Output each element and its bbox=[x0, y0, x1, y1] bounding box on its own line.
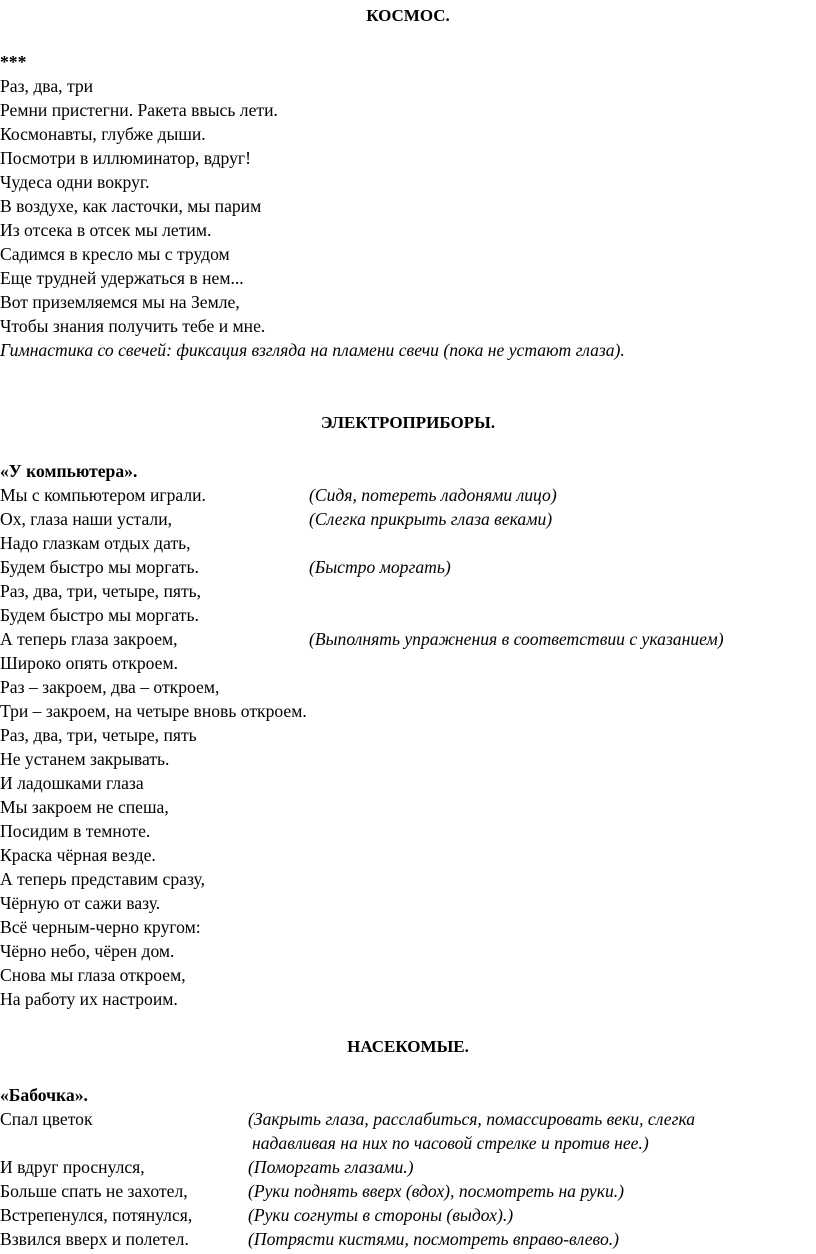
poem-line: Взвился вверх и полетел. bbox=[0, 1229, 189, 1249]
exercise-note: (Поморгать глазами.) bbox=[248, 1157, 414, 1177]
poem-line: Чтобы знания получить тебе и мне. bbox=[0, 316, 266, 336]
poem-line: Всё черным-черно кругом: bbox=[0, 917, 201, 937]
poem-line: Встрепенулся, потянулся, bbox=[0, 1205, 193, 1225]
exercise-note: (Сидя, потереть ладонями лицо) bbox=[309, 485, 557, 505]
poem-line: Будем быстро мы моргать. bbox=[0, 605, 199, 625]
exercise-title: «Бабочка». bbox=[0, 1085, 88, 1105]
poem-line: А теперь глаза закроем, bbox=[0, 629, 178, 649]
gymnastics-instruction: Гимнастика со свечей: фиксация взгляда на пламени свечи (пока не устают глаза). bbox=[0, 340, 625, 360]
exercise-note: (Потрясти кистями, посмотреть вправо-влево.) bbox=[248, 1229, 619, 1249]
poem-line: Спал цветок bbox=[0, 1109, 93, 1129]
poem-line: Садимся в кресло мы с трудом bbox=[0, 244, 230, 264]
poem-line: На работу их настроим. bbox=[0, 989, 178, 1009]
poem-line: Три – закроем, на четыре вновь откроем. bbox=[0, 701, 307, 721]
poem-line: Чёрную от сажи вазу. bbox=[0, 893, 161, 913]
poem-line: Мы с компьютером играли. bbox=[0, 485, 206, 505]
poem-line: Посидим в темноте. bbox=[0, 821, 151, 841]
exercise-note: (Руки поднять вверх (вдох), посмотреть на руки.) bbox=[248, 1181, 625, 1201]
poem-line: И ладошками глаза bbox=[0, 773, 144, 793]
stars-separator: *** bbox=[0, 52, 27, 72]
exercise-note: (Руки согнуты в стороны (выдох).) bbox=[248, 1205, 514, 1225]
poem-line: Надо глазкам отдых дать, bbox=[0, 533, 191, 553]
exercise-note: (Закрыть глаза, расслабиться, помассировать веки, слегка bbox=[248, 1109, 696, 1129]
section-title-kosmos: КОСМОС. bbox=[366, 6, 450, 25]
poem-line: Мы закроем не спеша, bbox=[0, 797, 169, 817]
poem-line: Больше спать не захотел, bbox=[0, 1181, 188, 1201]
poem-line: Снова мы глаза откроем, bbox=[0, 965, 186, 985]
poem-line: Посмотри в иллюминатор, вдруг! bbox=[0, 148, 251, 168]
exercise-note: надавливая на них по часовой стрелке и против нее.) bbox=[252, 1133, 649, 1153]
poem-line: Вот приземляемся мы на Земле, bbox=[0, 292, 240, 312]
poem-line: Не устанем закрывать. bbox=[0, 749, 170, 769]
poem-line: Раз, два, три, четыре, пять, bbox=[0, 581, 202, 601]
poem-line: Еще трудней удержаться в нем... bbox=[0, 268, 244, 288]
poem-line: Чёрно небо, чёрен дом. bbox=[0, 941, 175, 961]
exercise-title: «У компьютера». bbox=[0, 461, 138, 481]
poem-line: А теперь представим сразу, bbox=[0, 869, 205, 889]
poem-line: И вдруг проснулся, bbox=[0, 1157, 145, 1177]
poem-line: Ох, глаза наши устали, bbox=[0, 509, 173, 529]
exercise-note: (Быстро моргать) bbox=[309, 557, 451, 577]
poem-line: Краска чёрная везде. bbox=[0, 845, 156, 865]
poem-line: Будем быстро мы моргать. bbox=[0, 557, 199, 577]
poem-line: В воздухе, как ласточки, мы парим bbox=[0, 196, 262, 216]
section-title-nasekomye: НАСЕКОМЫЕ. bbox=[347, 1037, 469, 1056]
poem-line: Раз – закроем, два – откроем, bbox=[0, 677, 220, 697]
poem-line: Ремни пристегни. Ракета ввысь лети. bbox=[0, 100, 278, 120]
poem-line: Широко опять откроем. bbox=[0, 653, 178, 673]
poem-line: Раз, два, три, четыре, пять bbox=[0, 725, 197, 745]
exercise-note: (Слегка прикрыть глаза веками) bbox=[309, 509, 553, 529]
exercise-note: (Выполнять упражнения в соответствии с указанием) bbox=[309, 629, 724, 649]
poem-line: Космонавты, глубже дыши. bbox=[0, 124, 206, 144]
section-title-elektro: ЭЛЕКТРОПРИБОРЫ. bbox=[320, 413, 496, 432]
poem-line: Чудеса одни вокруг. bbox=[0, 172, 150, 192]
poem-line: Из отсека в отсек мы летим. bbox=[0, 220, 212, 240]
poem-line: Раз, два, три bbox=[0, 76, 94, 96]
